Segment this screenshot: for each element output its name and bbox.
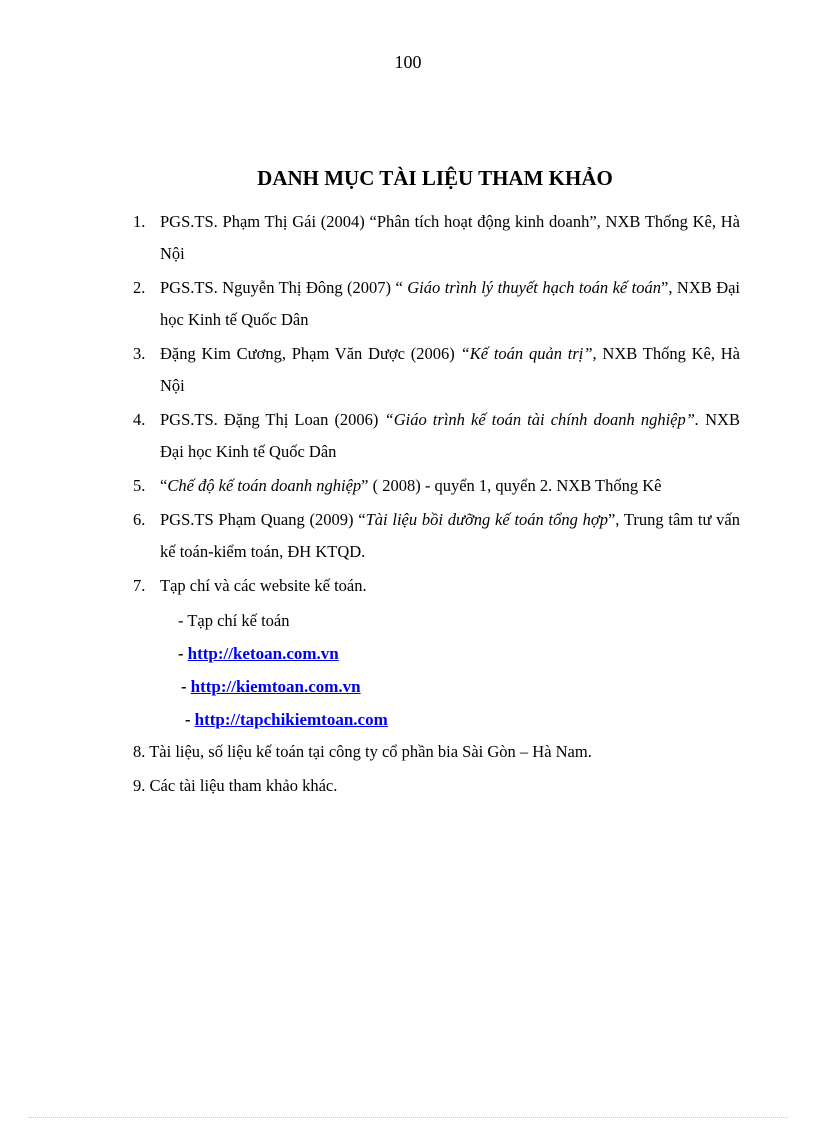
reference-item-3: [133, 338, 740, 402]
reference-item-6: [133, 504, 740, 568]
reference-list: [133, 206, 740, 804]
reference-text: 9. Các tài liệu tham khảo khác.: [133, 776, 338, 795]
reference-text: ”, NXB Đại học Kinh tế Quốc Dân: [160, 278, 741, 329]
subitem-link-3: [133, 703, 740, 736]
reference-number: 1.: [133, 212, 146, 231]
reference-title: “Kế toán quản trị”,: [460, 344, 597, 363]
reference-number: 4.: [133, 410, 146, 429]
reference-number: 6.: [133, 510, 146, 529]
reference-text: NXB Thống Kê, Hà Nội: [160, 344, 741, 395]
subitem-dash: -: [178, 644, 188, 663]
page-number: 100: [394, 52, 422, 72]
reference-item-7: [133, 570, 740, 602]
reference-text: Đặng Kim Cương, Phạm Văn Dược (2006): [160, 344, 461, 363]
subitem-dash: -: [185, 710, 195, 729]
reference-item-4: [133, 404, 740, 468]
reference-title: Tài liệu bồi dưỡng kế toán tổng hợp: [365, 510, 608, 529]
reference-text: Tạp chí và các website kế toán.: [160, 576, 367, 595]
reference-text: NXB Đại học Kinh tế Quốc Dân: [160, 410, 740, 461]
reference-text: PGS.TS. Đặng Thị Loan (2006): [160, 410, 385, 429]
kiemtoan-link[interactable]: http://kiemtoan.com.vn: [190, 677, 361, 696]
subitem-dash: -: [181, 677, 191, 696]
reference-title: “Giáo trình kế toán tài chính doanh nghiệp”.: [384, 410, 700, 429]
reference-text: PGS.TS. Phạm Thị Gái (2004) “Phân tích hoạt động kinh doanh”, NXB Thống Kê, Hà Nội: [160, 212, 740, 263]
reference-number: 3.: [133, 344, 146, 363]
tapchikiemtoan-link[interactable]: http://tapchikiemtoan.com: [194, 710, 388, 729]
subitem-link-2: [133, 670, 740, 703]
reference-number: 7.: [133, 576, 146, 595]
subitem-link-1: [133, 637, 740, 670]
reference-number: 2.: [133, 278, 146, 297]
reference-item-9: [133, 770, 740, 802]
reference-text: PGS.TS Phạm Quang (2009) “: [160, 510, 366, 529]
reference-text: ”, Trung tâm tư vấn kế toán-kiểm toán, ĐH KTQD.: [160, 510, 740, 561]
reference-item-5: [133, 470, 740, 502]
reference-item-8: [133, 736, 740, 768]
reference-text: “: [160, 476, 168, 495]
reference-text: ” ( 2008) - quyển 1, quyển 2. NXB Thống Kê: [361, 476, 662, 495]
ketoan-link[interactable]: http://ketoan.com.vn: [187, 644, 339, 663]
subitem-text: - Tạp chí kế toán: [178, 611, 290, 630]
reference-item-2: [133, 272, 740, 336]
page-bottom-divider: [28, 1117, 788, 1118]
subitem-journal: [133, 604, 740, 637]
reference-item-1: [133, 206, 740, 270]
reference-text: PGS.TS. Nguyễn Thị Đông (2007) “: [160, 278, 408, 297]
reference-title: Giáo trình lý thuyết hạch toán kế toán: [407, 278, 662, 297]
reference-number: 5.: [133, 476, 146, 495]
reference-text: 8. Tài liệu, số liệu kế toán tại công ty cổ phần bia Sài Gòn – Hà Nam.: [133, 742, 592, 761]
reference-title: Chế độ kế toán doanh nghiệp: [167, 476, 362, 495]
page-title: DANH MỤC TÀI LIỆU THAM KHẢO: [257, 166, 613, 190]
